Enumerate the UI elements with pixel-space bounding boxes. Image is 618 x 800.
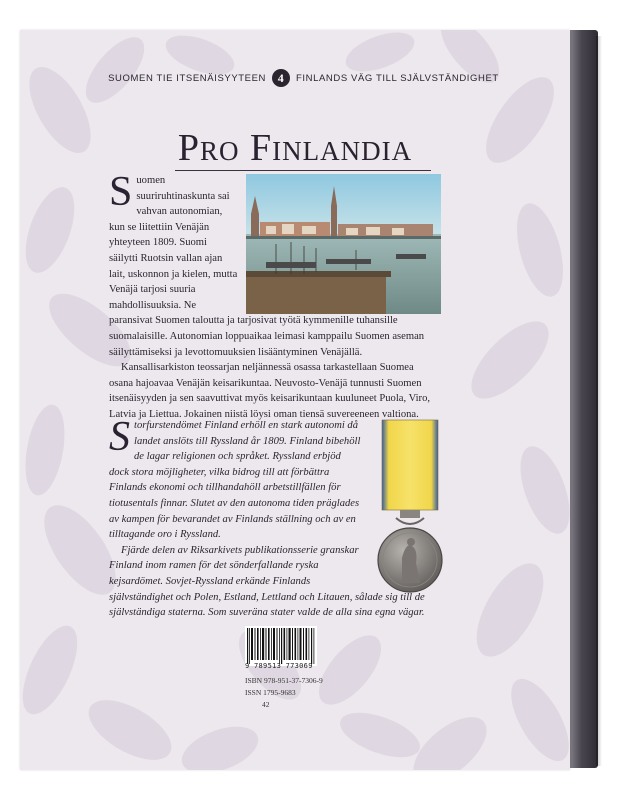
issn-number: ISSN 1795-9683 (245, 688, 296, 697)
book-spine (568, 30, 598, 768)
series-title-swedish: FINLANDS VÄG TILL SJÄLVSTÄNDIGHET (296, 72, 499, 84)
series-header (20, 68, 570, 88)
medal-image (372, 418, 450, 608)
title-underline (175, 170, 431, 171)
isbn-number: ISBN 978-951-37-7306-9 (245, 676, 323, 685)
series-title-finnish: SUOMEN TIE ITSENÄISYYTEEN (108, 72, 266, 84)
harbour-city-photo (246, 174, 441, 314)
book-title: Pro Finlandia (177, 127, 413, 169)
swedish-paragraph-2: Fjärde delen av Riksarkivets publikationsserie granskar Finland inom ramen för det sönderfallande ryska kejsardömet. Sovjet-Ryssland erkände Finlands självständighet och Polen, Estland, Lettland och Litauen, sålade sig till de självständiga staterna. Som suveräna stater valde de alla sina egna vägar. (109, 544, 425, 619)
publication-number: 42 (262, 700, 270, 709)
swedish-dropcap: S (109, 414, 130, 460)
series-volume-number: 4 (272, 69, 290, 87)
finnish-paragraph-2: Kansallisarkiston teossarjan neljännessä osassa tarkastellaan Suomea osana hajoavaa Venäjän keisarikuntaa. Neuvosto-Venäjä tunnusti Suomen itsenäisyyden ja sen saavuttivat myös keisarikuntaan kuuluneet Puola, Viro, Latvia ja Liettua. Jokainen niistä löysi oman tiensä suvereeneen valtiona. (109, 362, 431, 420)
spine-shadow (596, 36, 602, 766)
barcode-digits: 9 789513 773069 (245, 662, 313, 670)
swedish-paragraph-1-text: torfurstendömet Finland erhöll en stark autonomi då landet anslöts till Ryssland år 1809. Finland bibehöll de lagar religionen och språket. Ryssland erbjöd dock stora möjligheter, vilka bidrog till att förbättra Finlands ekonomi och tillhandahöll arbetstillfällen för tiotusentals finnar. Slutet av den autonoma tiden präglades av kampen för bevarandet av Finlands ställning och av en tilltagande oro i Ryssland. (109, 420, 361, 541)
finnish-paragraph-1-text: uomen suuriruhtinaskunta sai vahvan autonomian, kun se liitettiin Venäjän yhteyteen 1809. Suomi säilytti Ruotsin vallan ajan lait, uskonnon ja kielen, mutta Venäjä tarjosi suuria mahdollisuuksia. Ne paransivat Suomen taloutta ja tarjosivat työtä kymmenille tuhansille suomalaisille. Autonomian loppuaikaa leimasi kamppailu Suomen aseman säilyttämiseksi ja levottomuuksien lisääntyminen Venäjällä. (109, 175, 425, 358)
finnish-dropcap: S (109, 169, 133, 215)
